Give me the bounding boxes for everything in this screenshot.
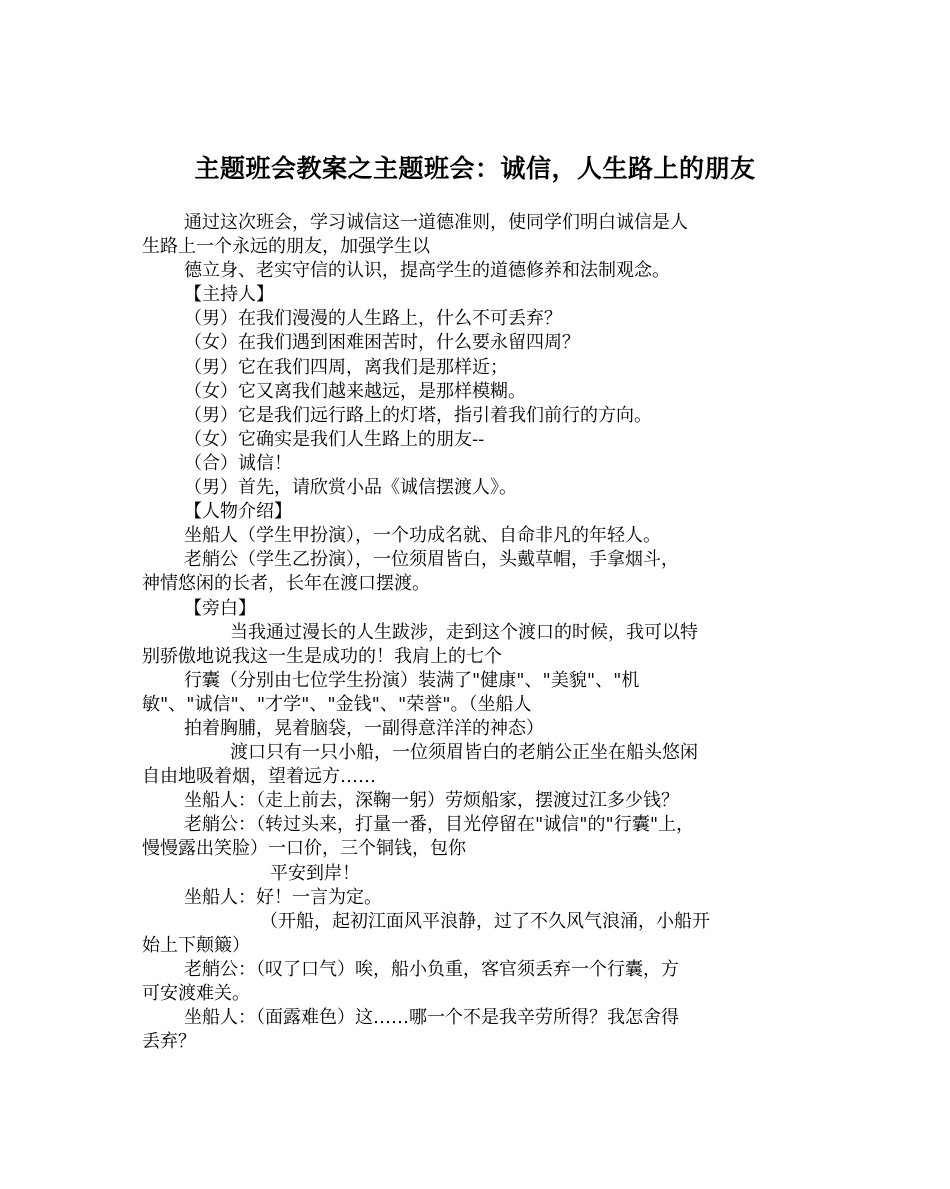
section-heading: 【主持人】: [184, 284, 274, 306]
section-heading: 【旁白】: [184, 597, 256, 619]
paragraph-line: 神情悠闲的长者，长年在渡口摆渡。: [142, 573, 430, 595]
dialogue-line: （男）它在我们四周，离我们是那样近；: [184, 356, 508, 378]
paragraph-line: 通过这次班会，学习诚信这一道德准则，使同学们明白诚信是人: [184, 212, 688, 233]
dialogue-line: （男）首先，请欣赏小品《诚信摆渡人》。: [184, 477, 517, 499]
paragraph-line: 丢弃？: [142, 1031, 196, 1053]
paragraph-line: 行囊（分别由七位学生扮演）装满了"健康"、"美貌"、"机: [184, 669, 640, 691]
paragraph-line: 别骄傲地说我这一生是成功的！我肩上的七个: [142, 645, 502, 667]
paragraph-line: 敏"、"诚信"、"才学"、"金钱"、"荣誉"。（坐船人: [142, 693, 532, 715]
dialogue-line: 老艄公：（叹了口气）唉，船小负重，客官须丢弃一个行囊，方: [184, 958, 679, 980]
dialogue-line: （合）诚信！: [184, 452, 292, 474]
dialogue-line: 坐船人：好！一言为定。: [184, 886, 382, 908]
dialogue-line: （男）在我们漫漫的人生路上，什么不可丢弃？: [184, 308, 562, 330]
paragraph-line: 可安渡难关。: [142, 983, 250, 1004]
paragraph-line: 德立身、老实守信的认识，提高学生的道德修养和法制观念。: [184, 260, 670, 282]
dialogue-line: （女）在我们遇到困难困苦时，什么要永留四周？: [184, 332, 580, 354]
paragraph-line: 拍着胸脯，晃着脑袋，一副得意洋洋的神态）: [184, 717, 544, 739]
stage-direction: 始上下颠簸）: [142, 934, 250, 956]
paragraph-line: 生路上一个永远的朋友，加强学生以: [142, 236, 430, 258]
dialogue-line: 坐船人：（面露难色）这……哪一个不是我辛劳所得？我怎舍得: [184, 1007, 679, 1029]
dialogue-line: （女）它确实是我们人生路上的朋友--: [184, 428, 485, 450]
section-heading: 【人物介绍】: [184, 501, 292, 523]
paragraph-line: 自由地吸着烟，望着远方……: [142, 766, 376, 788]
paragraph-line: 坐船人（学生甲扮演），一个功成名就、自命非凡的年轻人。: [184, 525, 661, 547]
paragraph-line: 当我通过漫长的人生跋涉，走到这个渡口的时候，我可以特: [230, 621, 698, 643]
paragraph-line: 平安到岸！: [270, 862, 360, 884]
dialogue-line: 坐船人：（走上前去，深鞠一躬）劳烦船家，摆渡过江多少钱？: [184, 790, 679, 812]
dialogue-line: 老艄公：（转过头来，打量一番，目光停留在"诚信"的"行囊"上，: [184, 814, 695, 836]
stage-direction: （开船，起初江面风平浪静，过了不久风气浪涌，小船开: [260, 910, 710, 932]
paragraph-line: 慢慢露出笑脸）一口价，三个铜钱，包你: [142, 838, 466, 860]
document-body: [142, 211, 814, 1054]
dialogue-line: （男）它是我们远行路上的灯塔，指引着我们前行的方向。: [184, 404, 652, 426]
paragraph-line: 老艄公（学生乙扮演），一位须眉皆白，头戴草帽，手拿烟斗，: [184, 549, 679, 571]
document-title: 主题班会教案之主题班会：诚信，人生路上的朋友: [194, 153, 756, 183]
dialogue-line: （女）它又离我们越来越远，是那样模糊。: [184, 380, 526, 402]
paragraph-line: 渡口只有一只小船，一位须眉皆白的老艄公正坐在船头悠闲: [230, 742, 698, 764]
